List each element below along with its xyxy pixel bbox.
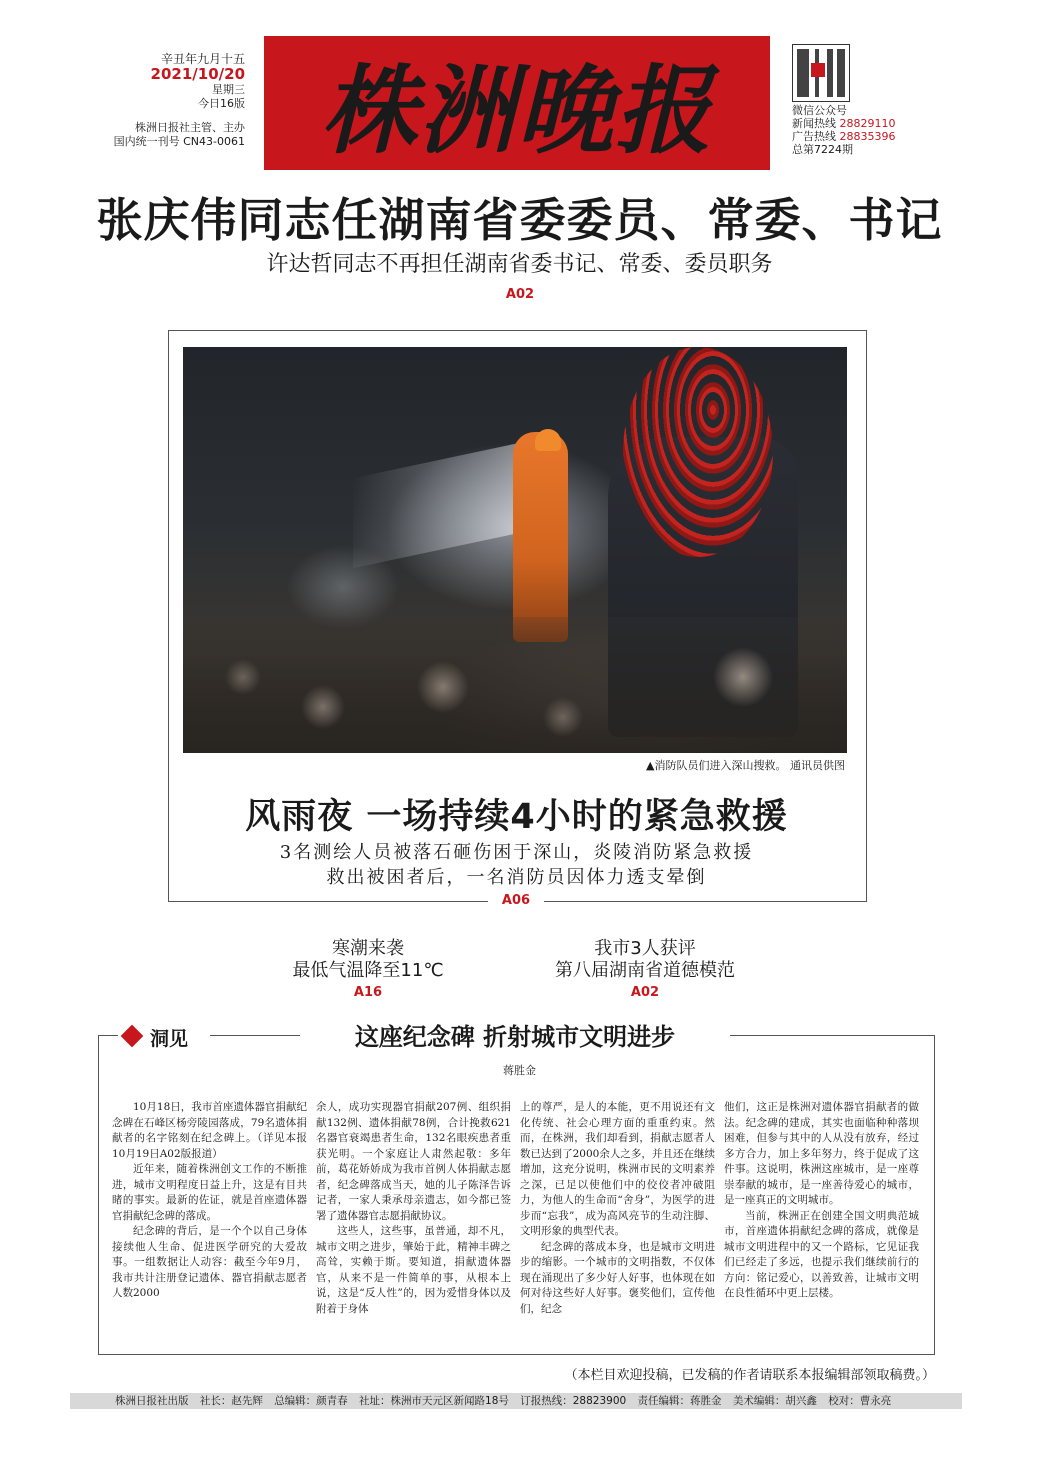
teaser-weather-line1: 寒潮来袭 [332, 938, 404, 959]
submission-note: （本栏目欢迎投稿，已发稿的作者请联系本报编辑部领取稿费。） [564, 1368, 935, 1383]
masthead-dateline [90, 52, 245, 149]
footer-duty-editor: 责任编辑：蒋胜金 [637, 1395, 722, 1407]
column-text-2 [316, 1100, 511, 1345]
newspaper-title: 株洲晚报 [321, 53, 713, 167]
column-tag [118, 1022, 210, 1050]
footer-president: 社长：赵先辉 [199, 1395, 263, 1407]
footer-proofreader: 校对：曹永亮 [828, 1395, 892, 1407]
feature-subline-2: 救出被困者后，一名消防员因体力透支晕倒 [326, 867, 707, 888]
column-title[interactable]: 这座纪念碑 折射城市文明进步 [300, 1020, 730, 1054]
paragraph: 当前，株洲正在创建全国文明典范城市，首座遗体捐献纪念碑的落成，就像是城市文明进程中的又一个路标，它见证我们已经走了多远，也提示我们继续前行的方向：铭记爱心，以善致善，让城市文明在良性循环中更上层楼。 [724, 1209, 919, 1299]
footer-art-editor: 美术编辑：胡兴鑫 [732, 1395, 817, 1407]
teaser-models-page-ref[interactable]: A02 [630, 985, 660, 1000]
paragraph: 10月18日，我市首座遗体器官捐献纪念碑在石峰区杨旁陵园落成，79名遗体捐献者的名字铭刻在纪念碑上。（详见本报10月19日A02版报道） [112, 1101, 307, 1160]
teaser-models-line1: 我市3人获评 [594, 938, 696, 959]
footer-address: 社址：株洲市天元区新闻路18号 [359, 1395, 509, 1407]
weekday: 星期三 [212, 83, 245, 96]
publisher-line: 株洲日报社主管、主办 [135, 121, 245, 134]
column-text-3 [520, 1100, 715, 1345]
news-hotline-label: 新闻热线 [792, 117, 836, 130]
issue-number: 总第7224期 [792, 143, 853, 156]
feature-headline[interactable]: 风雨夜 一场持续4小时的紧急救援 [245, 797, 788, 837]
page-count: 今日16版 [198, 97, 245, 110]
column-text-1 [112, 1100, 307, 1345]
imprint-bar [70, 1393, 962, 1409]
feature-subline [168, 840, 865, 890]
lead-page-ref[interactable]: A02 [505, 287, 535, 302]
firefighter-figure [513, 432, 568, 642]
ad-hotline: 28835396 [839, 130, 896, 143]
diamond-icon [121, 1025, 144, 1048]
paragraph: 余人，成功实现器官捐献207例、组织捐献132例、遗体捐献78例，合计挽救621名器官衰竭患者生命，132名眼疾患者重获光明。一个家庭让人肃然起敬：多年前，葛花娇娇成为我市首例人体捐献志愿者，纪念碑落成当天，她的儿子陈泽告诉记者，一家人秉承母亲遗志，如今都已签署了遗体器官志愿捐献协议。 [316, 1101, 511, 1222]
paragraph: 这些人，这些事，虽普通，却不凡，城市文明之进步，肇始于此，精神丰碑之高耸，实赖于斯。要知道，捐献遗体器官，从来不是一件简单的事，从根本上说，这是“反人性”的，因为爱惜身体以及附着于身体 [316, 1225, 511, 1315]
paragraph: 他们，这正是株洲对遗体器官捐献者的做法。纪念碑的建成，其实也面临种种落坝困难，但参与其中的人从没有放弃，经过多方合力，加上多年努力，终于促成了这件事。这说明，株洲这座城市，是一座尊崇奉献的城市，是一座善待爱心的城市，是一座真正的文明城市。 [724, 1101, 919, 1206]
teaser-weather[interactable] [268, 938, 468, 1004]
paragraph: 上的尊严，是人的本能，更不用说还有文化传统、社会心理方面的重重约束。然而，在株洲，我们却看到，捐献志愿者人数已达到了2000余人之多，并且还在继续增加，这充分说明，株洲市民的文明素养之深，已足以使他们中的佼佼者冲破阻力，为他人的生命而“舍身”，为医学的进步而“忘我”，成为高风亮节的生动注脚、文明形象的典型代表。 [520, 1101, 715, 1237]
rope-coil [623, 347, 773, 557]
column-text-4 [724, 1100, 919, 1345]
footer-publisher: 株洲日报社出版 [115, 1395, 189, 1407]
feature-subline-1: 3名测绘人员被落石砸伤困于深山，炎陵消防紧急救援 [279, 842, 754, 863]
qr-code-icon[interactable] [792, 44, 850, 102]
teaser-models-line2: 第八届湖南省道德模范 [555, 960, 735, 981]
cn-number: 国内统一刊号 CN43-0061 [113, 135, 245, 148]
ad-hotline-label: 广告热线 [792, 130, 836, 143]
news-hotline: 28829110 [839, 117, 896, 130]
paragraph: 纪念碑的背后，是一个个以自己身体接续他人生命、促进医学研究的大爱故事。一组数据让人动容：截至今年9月，我市共计注册登记遗体、器官捐献志愿者人数2000 [112, 1225, 307, 1299]
helmet-icon [535, 429, 561, 451]
wechat-label: 微信公众号 [792, 104, 847, 117]
column-author: 蒋胜金 [503, 1064, 536, 1077]
column-tag-label: 洞见 [150, 1028, 189, 1050]
lunar-date: 辛丑年九月十五 [160, 52, 245, 66]
rock-rubble [183, 617, 847, 753]
footer-editor-in-chief: 总编辑：颜青春 [274, 1395, 348, 1407]
issue-date: 2021/10/20 [150, 65, 245, 83]
teaser-moral-models[interactable] [520, 938, 770, 1004]
paragraph: 近年来，随着株洲创文工作的不断推进，城市文明程度日益上升，这是有目共睹的事实。最新的佐证，就是首座遗体器官捐献纪念碑的落成。 [112, 1163, 307, 1222]
paragraph: 纪念碑的落成本身，也是城市文明进步的缩影。一个城市的文明指数，不仅体现在涌现出了多少好人好事，也体现在如何对待这些好人好事。褒奖他们，宣传他们，纪念 [520, 1240, 715, 1315]
lead-subhead: 许达哲同志不再担任湖南省委书记、常委、委员职务 [266, 252, 773, 277]
rescue-photo[interactable] [183, 347, 847, 753]
feature-page-ref[interactable]: A06 [488, 893, 544, 908]
lead-headline[interactable]: 张庆伟同志任湖南省委委员、常委、书记 [96, 193, 943, 247]
teaser-weather-page-ref[interactable]: A16 [353, 985, 383, 1000]
footer-subscription: 订报热线：28823900 [520, 1395, 627, 1407]
masthead-contact [792, 104, 932, 156]
teaser-weather-line2: 最低气温降至11℃ [292, 960, 444, 981]
masthead-logo [264, 36, 770, 170]
photo-caption: ▲消防队员们进入深山搜救。 通讯员供图 [646, 759, 845, 772]
